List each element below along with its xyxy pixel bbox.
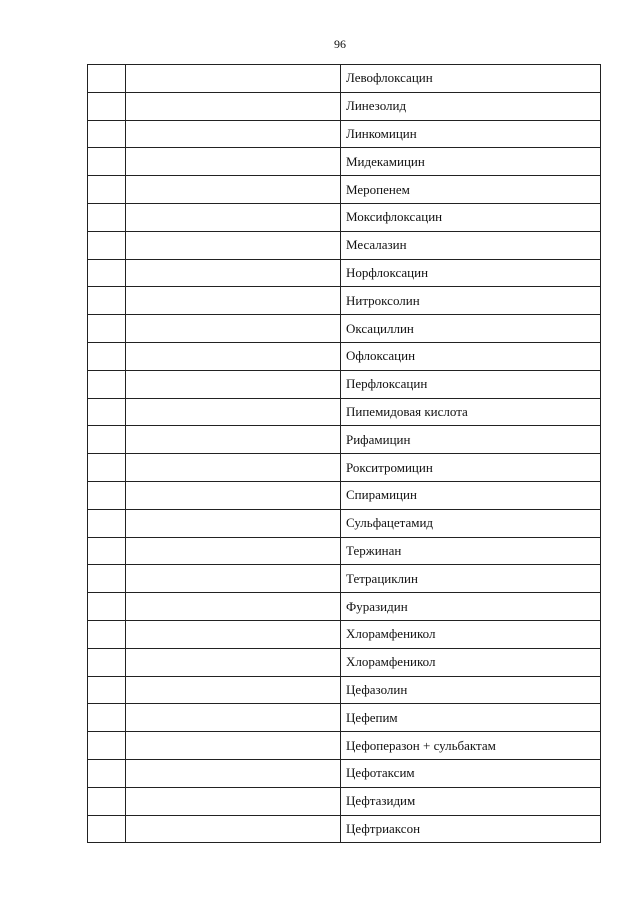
- table-row: [88, 593, 601, 621]
- table-row: [88, 704, 601, 732]
- row-number-cell: [88, 92, 126, 120]
- table-row: [88, 481, 601, 509]
- drug-name-cell: Месалазин: [341, 231, 601, 259]
- row-number-cell: [88, 315, 126, 343]
- drug-table: [87, 64, 601, 843]
- row-number-cell: [88, 565, 126, 593]
- drug-name-cell: Рифамицин: [341, 426, 601, 454]
- table-row: [88, 148, 601, 176]
- row-number-cell: [88, 259, 126, 287]
- row-number-cell: [88, 398, 126, 426]
- group-cell: [126, 620, 341, 648]
- table-row: [88, 315, 601, 343]
- drug-name-cell: Перфлоксацин: [341, 370, 601, 398]
- row-number-cell: [88, 704, 126, 732]
- group-cell: [126, 759, 341, 787]
- drug-name-cell: Фуразидин: [341, 593, 601, 621]
- page-number: 96: [334, 37, 346, 51]
- table-row: [88, 676, 601, 704]
- row-number-cell: [88, 454, 126, 482]
- group-cell: [126, 704, 341, 732]
- drug-name-cell: Рокситромицин: [341, 454, 601, 482]
- drug-name-cell: Цефтриаксон: [341, 815, 601, 843]
- group-cell: [126, 509, 341, 537]
- row-number-cell: [88, 231, 126, 259]
- group-cell: [126, 176, 341, 204]
- row-number-cell: [88, 176, 126, 204]
- table-row: [88, 342, 601, 370]
- drug-name-cell: Левофлоксацин: [341, 65, 601, 93]
- group-cell: [126, 593, 341, 621]
- group-cell: [126, 454, 341, 482]
- table-row: [88, 120, 601, 148]
- group-cell: [126, 426, 341, 454]
- group-cell: [126, 676, 341, 704]
- row-number-cell: [88, 342, 126, 370]
- drug-name-cell: Меропенем: [341, 176, 601, 204]
- table-row: [88, 454, 601, 482]
- group-cell: [126, 287, 341, 315]
- table-row: [88, 203, 601, 231]
- row-number-cell: [88, 676, 126, 704]
- group-cell: [126, 231, 341, 259]
- group-cell: [126, 787, 341, 815]
- row-number-cell: [88, 648, 126, 676]
- table-row: [88, 426, 601, 454]
- row-number-cell: [88, 203, 126, 231]
- drug-name-cell: Цефоперазон + сульбактам: [341, 732, 601, 760]
- table-row: [88, 787, 601, 815]
- group-cell: [126, 370, 341, 398]
- row-number-cell: [88, 537, 126, 565]
- row-number-cell: [88, 120, 126, 148]
- table-row: [88, 815, 601, 843]
- group-cell: [126, 203, 341, 231]
- table-row: [88, 259, 601, 287]
- group-cell: [126, 537, 341, 565]
- drug-name-cell: Цефтазидим: [341, 787, 601, 815]
- table-row: [88, 537, 601, 565]
- drug-name-cell: Оксациллин: [341, 315, 601, 343]
- drug-name-cell: Тетрациклин: [341, 565, 601, 593]
- group-cell: [126, 342, 341, 370]
- group-cell: [126, 732, 341, 760]
- drug-name-cell: Цефепим: [341, 704, 601, 732]
- group-cell: [126, 815, 341, 843]
- table-row: [88, 370, 601, 398]
- drug-name-cell: Норфлоксацин: [341, 259, 601, 287]
- group-cell: [126, 398, 341, 426]
- group-cell: [126, 481, 341, 509]
- row-number-cell: [88, 370, 126, 398]
- row-number-cell: [88, 593, 126, 621]
- drug-name-cell: Хлорамфеникол: [341, 648, 601, 676]
- drug-name-cell: Тержинан: [341, 537, 601, 565]
- group-cell: [126, 120, 341, 148]
- table-row: [88, 620, 601, 648]
- group-cell: [126, 65, 341, 93]
- row-number-cell: [88, 509, 126, 537]
- drug-name-cell: Моксифлоксацин: [341, 203, 601, 231]
- table-row: [88, 565, 601, 593]
- drug-name-cell: Нитроксолин: [341, 287, 601, 315]
- group-cell: [126, 92, 341, 120]
- row-number-cell: [88, 732, 126, 760]
- row-number-cell: [88, 65, 126, 93]
- drug-name-cell: Офлоксацин: [341, 342, 601, 370]
- drug-table-body: [88, 65, 601, 843]
- table-row: [88, 65, 601, 93]
- row-number-cell: [88, 426, 126, 454]
- table-row: [88, 648, 601, 676]
- drug-name-cell: Линезолид: [341, 92, 601, 120]
- group-cell: [126, 259, 341, 287]
- row-number-cell: [88, 481, 126, 509]
- row-number-cell: [88, 759, 126, 787]
- group-cell: [126, 565, 341, 593]
- drug-name-cell: Цефотаксим: [341, 759, 601, 787]
- row-number-cell: [88, 287, 126, 315]
- row-number-cell: [88, 620, 126, 648]
- table-row: [88, 92, 601, 120]
- drug-name-cell: Спирамицин: [341, 481, 601, 509]
- table-row: [88, 759, 601, 787]
- group-cell: [126, 148, 341, 176]
- drug-name-cell: Пипемидовая кислота: [341, 398, 601, 426]
- drug-name-cell: Цефазолин: [341, 676, 601, 704]
- drug-name-cell: Сульфацетамид: [341, 509, 601, 537]
- table-row: [88, 732, 601, 760]
- row-number-cell: [88, 787, 126, 815]
- table-row: [88, 287, 601, 315]
- table-row: [88, 176, 601, 204]
- group-cell: [126, 315, 341, 343]
- table-row: [88, 398, 601, 426]
- row-number-cell: [88, 148, 126, 176]
- drug-name-cell: Мидекамицин: [341, 148, 601, 176]
- drug-name-cell: Хлорамфеникол: [341, 620, 601, 648]
- table-row: [88, 509, 601, 537]
- group-cell: [126, 648, 341, 676]
- table-row: [88, 231, 601, 259]
- drug-name-cell: Линкомицин: [341, 120, 601, 148]
- row-number-cell: [88, 815, 126, 843]
